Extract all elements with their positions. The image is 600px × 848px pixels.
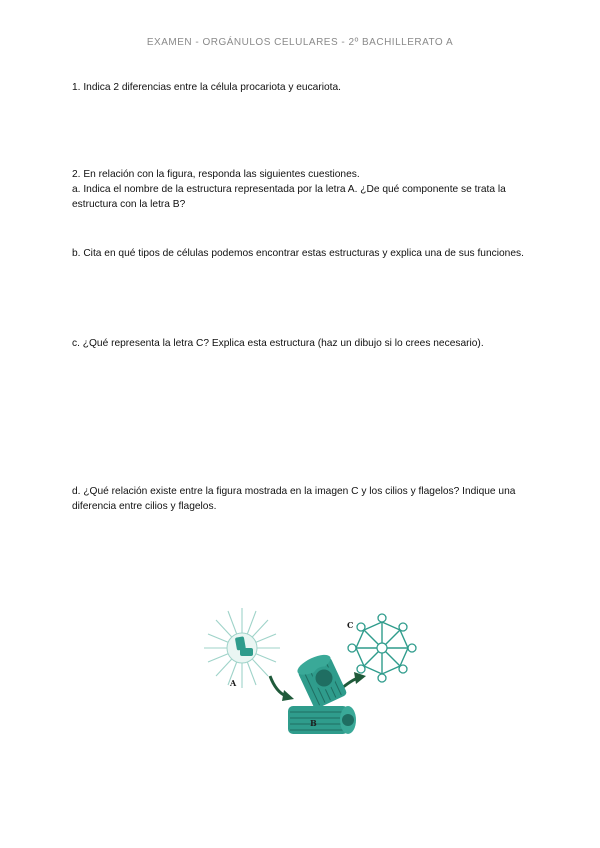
- question-2c: [72, 336, 532, 351]
- arrow-b-to-c-head: [354, 672, 366, 684]
- centrosome-figure: [200, 600, 420, 750]
- question-2b: [72, 246, 532, 261]
- aster-drawing: [204, 608, 280, 688]
- question-2c-text: c. ¿Qué representa la letra C? Explica esta estructura (haz un dibujo si lo crees necesario).: [72, 338, 484, 349]
- centriole-cross-section: [348, 614, 416, 682]
- question-2: [72, 167, 532, 212]
- figure-label-c: C: [347, 620, 354, 630]
- arrow-a-to-b-head: [282, 690, 294, 701]
- question-2b-text: b. Cita en qué tipos de células podemos encontrar estas estructuras y explica una de sus funciones.: [72, 248, 524, 259]
- question-2d-text: d. ¿Qué relación existe entre la figura mostrada en la imagen C y los cilios y flagelos? Indique una diferencia entre cilios y flagelos.: [72, 486, 516, 512]
- question-2d: [72, 484, 532, 514]
- figure-label-b: B: [310, 718, 317, 728]
- question-2a-text: a. Indica el nombre de la estructura representada por la letra A. ¿De qué componente se trata la estructura con la letra B?: [72, 184, 506, 210]
- question-2-intro: 2. En relación con la figura, responda las siguientes cuestiones.: [72, 169, 360, 180]
- figure-label-a: A: [230, 678, 237, 688]
- question-1-text: 1. Indica 2 diferencias entre la célula procariota y eucariota.: [72, 82, 341, 93]
- centriole-pair-drawing: [288, 651, 356, 734]
- question-1: [72, 80, 532, 95]
- exam-header: EXAMEN - ORGÁNULOS CELULARES - 2º BACHILLERATO A: [146, 37, 454, 48]
